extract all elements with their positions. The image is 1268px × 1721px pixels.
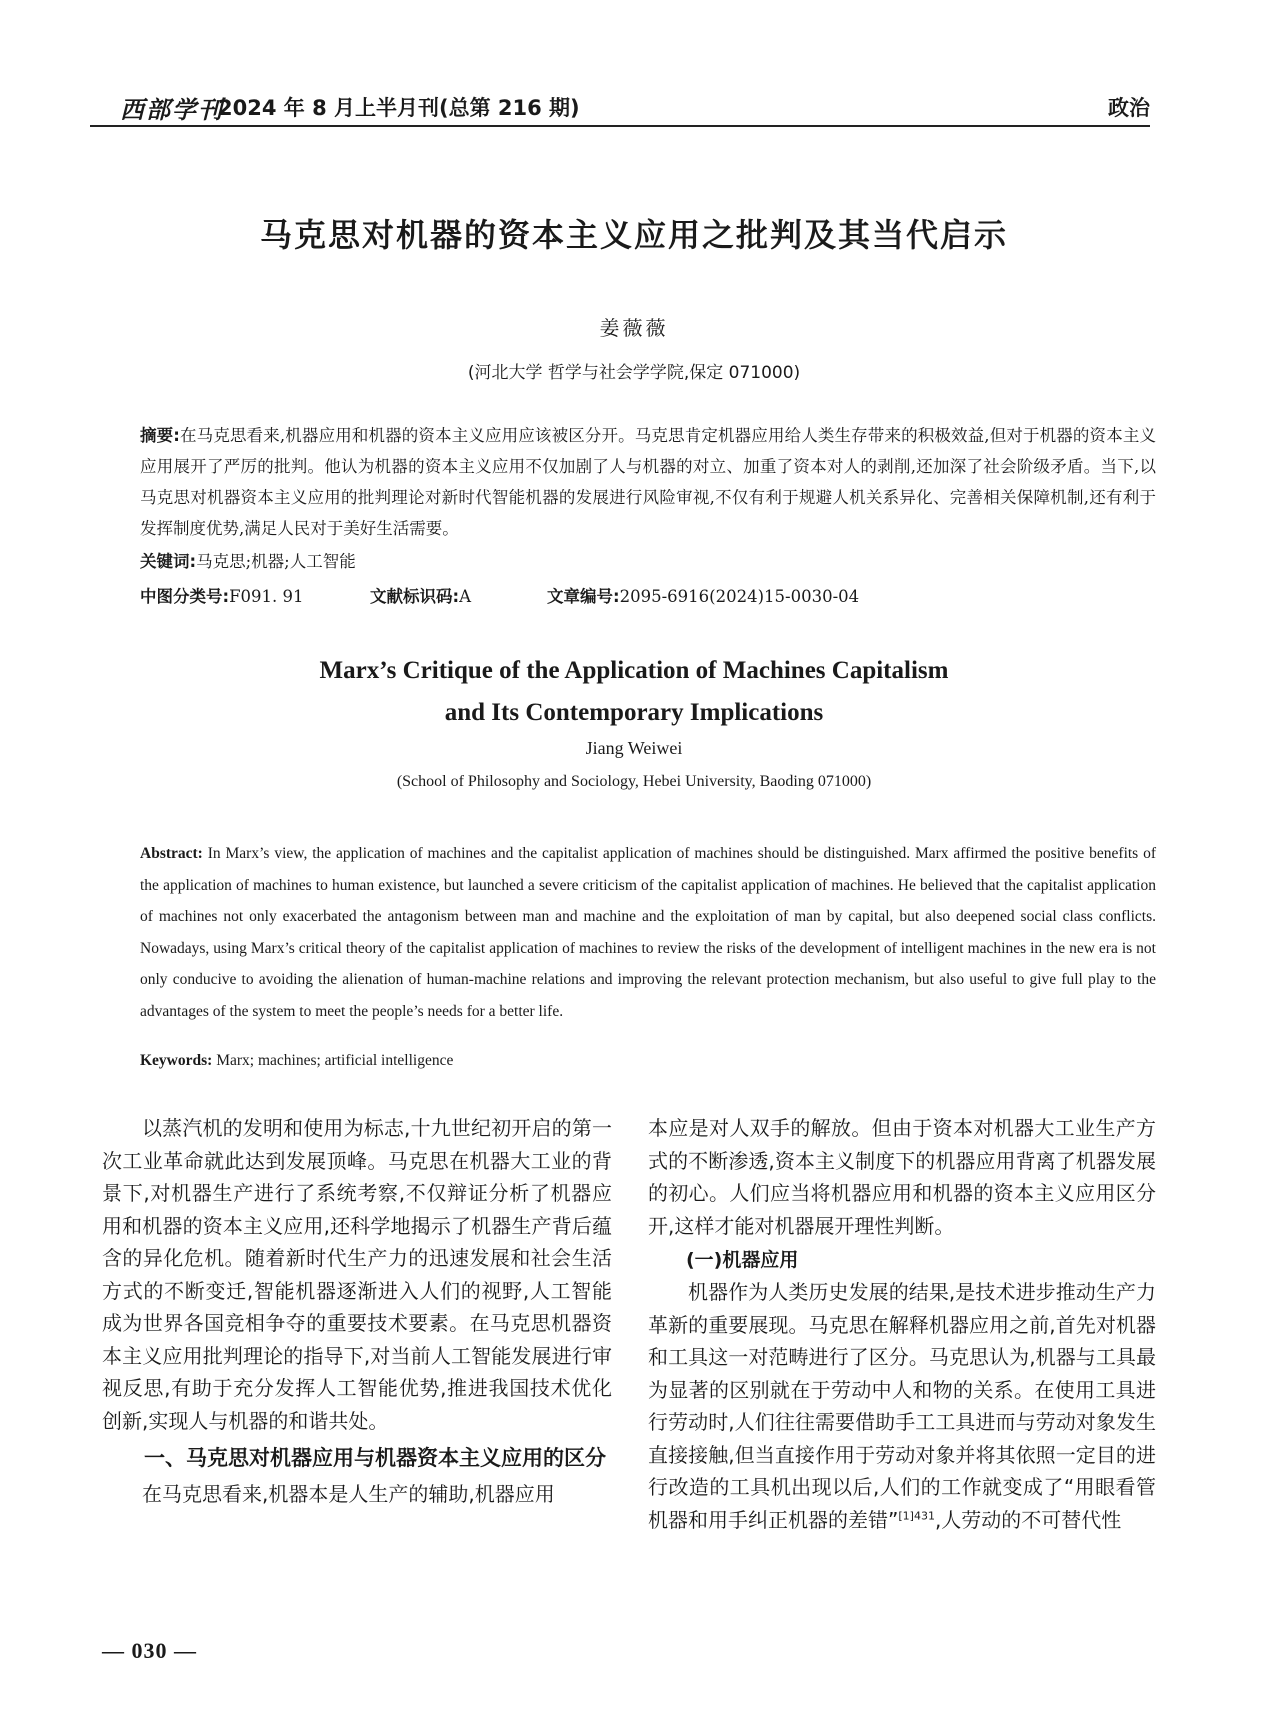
abstract-en bbox=[140, 838, 1156, 1027]
keywords-en-label: Keywords: bbox=[140, 1052, 213, 1069]
author-en: Jiang Weiwei bbox=[585, 738, 683, 758]
subsection-1-text: 机器作为人类历史发展的结果,是技术进步推动生产力革新的重要展现。马克思在解释机器应用之前,首先对机器和工具这一对范畴进行了区分。马克思认为,机器与工具最为显著的区别就在于劳动中人和物的关系。在使用工具进行劳动时,人们往往需要借助手工工具进而与劳动对象发生直接接触,但当直接作用于劳动对象并将其依照一定目的进行改造的工具机出现以后,人们的工作就变成了“用眼看管机器和用手纠正机器的差错” bbox=[648, 1280, 1156, 1532]
abstract-cn-text: 在马克思看来,机器应用和机器的资本主义应用应该被区分开。马克思肯定机器应用给人类生存带来的积极效益,但对于机器的资本主义应用展开了严厉的批判。他认为机器的资本主义应用不仅加剧了人与机器的对立、加重了资本对人的剥削,还加深了社会阶级矛盾。当下,以马克思对机器资本主义应用的批判理论对新时代智能机器的发展进行风险审视,不仅有利于规避人机关系异化、完善相关保障机制,还有利于发挥制度优势,满足人民对于美好生活需要。 bbox=[140, 426, 1156, 538]
section-1-paragraph-start: 在马克思看来,机器本是人生产的辅助,机器应用 bbox=[142, 1482, 555, 1506]
abstract-cn bbox=[140, 420, 1156, 544]
citation-ref: [1]431 bbox=[898, 1508, 935, 1522]
clc-label: 中图分类号: bbox=[140, 587, 230, 606]
title-en-line-2: and Its Contemporary Implications bbox=[444, 699, 824, 726]
header-rule bbox=[90, 125, 1150, 127]
affiliation-en: (School of Philosophy and Sociology, Hebei University, Baoding 071000) bbox=[396, 773, 872, 790]
article-value: 2095-6916(2024)15-0030-04 bbox=[619, 587, 860, 606]
body-column-left bbox=[102, 1112, 612, 1511]
journal-logo: 西部学刊 bbox=[120, 95, 224, 124]
clc-value: F091. 91 bbox=[229, 587, 304, 606]
title-cn: 马克思对机器的资本主义应用之批判及其当代启示 bbox=[259, 216, 1008, 254]
doc-value: A bbox=[459, 587, 472, 606]
keywords-en bbox=[140, 1052, 1156, 1070]
keywords-cn-label: 关键词: bbox=[140, 552, 197, 571]
author-cn: 姜薇薇 bbox=[599, 316, 669, 340]
section-label: 政治 bbox=[1108, 96, 1150, 120]
clc-number bbox=[140, 583, 304, 607]
subsection-1-text-tail: ,人劳动的不可替代性 bbox=[934, 1507, 1122, 1532]
affiliation-cn: (河北大学 哲学与社会学学院,保定 071000) bbox=[467, 363, 801, 383]
keywords-cn-text: 马克思;机器;人工智能 bbox=[196, 552, 356, 571]
body-column-right bbox=[648, 1112, 1156, 1536]
running-header bbox=[90, 90, 1150, 124]
abstract-en-text: In Marx’s view, the application of machines and the capitalist application of machines should be distinguished. Marx affirmed the positive benefits of the application of machines to human existence, but launched a severe criticism of the capitalist application of machines. He believed that the capitalist application of machines not only exacerbated the antagonism between man and machine and the exploitation of man by capital, but also deepened social class conflicts. Nowadays, using Marx’s critical theory of the capitalist application of machines to review the risks of the development of intelligent machines in the new era is not only conducive to avoiding the alienation of human-machine relations and improving the relevant protection mechanism, but also useful to give full play to the advantages of the system to meet the people’s needs for a better life. bbox=[140, 845, 1157, 1020]
doc-label: 文献标识码: bbox=[370, 587, 460, 606]
article-label: 文章编号: bbox=[547, 587, 620, 606]
keywords-en-text: Marx; machines; artificial intelligence bbox=[216, 1052, 454, 1069]
abstract-en-label: Abstract: bbox=[140, 845, 203, 862]
subsection-heading-1: (一)机器应用 bbox=[686, 1249, 799, 1271]
subsection-1-paragraph bbox=[648, 1276, 1156, 1536]
page-number: — 030 — bbox=[102, 1638, 197, 1663]
section-1-paragraph-continued: 本应是对人双手的解放。但由于资本对机器大工业生产方式的不断渗透,资本主义制度下的机器应用背离了机器发展的初心。人们应当将机器应用和机器的资本主义应用区分开,这样才能对机器展开理性判断。 bbox=[648, 1116, 1156, 1238]
section-heading-1: 一、马克思对机器应用与机器资本主义应用的区分 bbox=[144, 1446, 606, 1470]
title-en bbox=[0, 650, 1268, 734]
abstract-cn-label: 摘要: bbox=[140, 426, 180, 445]
article-number bbox=[547, 583, 859, 607]
doc-code bbox=[370, 583, 471, 607]
title-en-line-1: Marx’s Critique of the Application of Machines Capitalism bbox=[319, 657, 949, 684]
intro-paragraph: 以蒸汽机的发明和使用为标志,十九世纪初开启的第一次工业革命就此达到发展顶峰。马克思在机器大工业的背景下,对机器生产进行了系统考察,不仅辩证分析了机器应用和机器的资本主义应用,还科学地揭示了机器生产背后蕴含的异化危机。随着新时代生产力的迅速发展和社会生活方式的不断变迁,智能机器逐渐进入人们的视野,人工智能成为世界各国竞相争夺的重要技术要素。在马克思机器资本主义应用批判理论的指导下,对当前人工智能发展进行审视反思,有助于充分发挥人工智能优势,推进我国技术优化创新,实现人与机器的和谐共处。 bbox=[102, 1116, 612, 1433]
keywords-cn bbox=[140, 548, 1156, 572]
issue-info: 2024 年 8 月上半月刊(总第 216 期) bbox=[218, 96, 580, 120]
